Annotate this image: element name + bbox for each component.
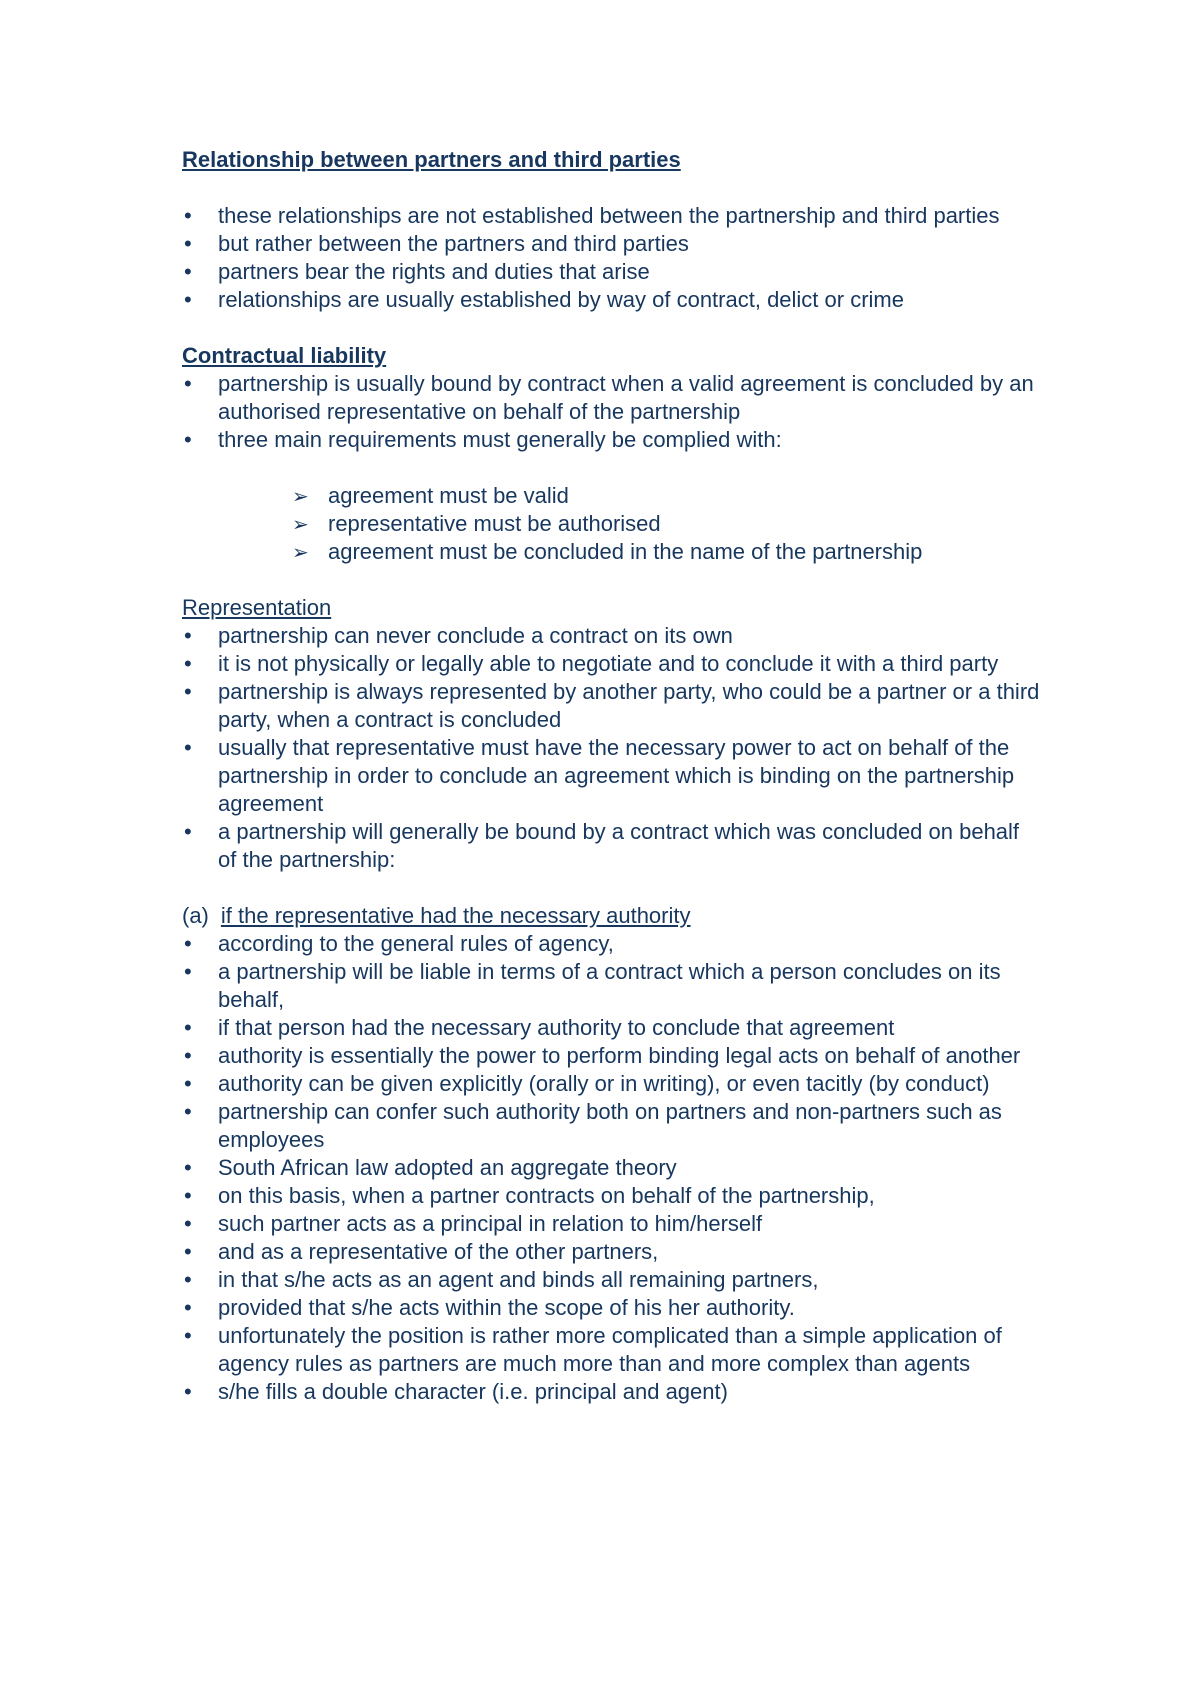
list-item-text: a partnership will be liable in terms of a contract which a person concludes on its behalf, <box>218 959 1001 1012</box>
list-item-text: three main requirements must generally be complied with: <box>218 427 782 452</box>
list-item-text: on this basis, when a partner contracts on behalf of the partnership, <box>218 1183 875 1208</box>
list-item-text: relationships are usually established by way of contract, delict or crime <box>218 287 904 312</box>
list-item-text: in that s/he acts as an agent and binds all remaining partners, <box>218 1267 819 1292</box>
bullet-icon: • <box>184 1183 192 1208</box>
list-item <box>182 734 1042 818</box>
list-item-text: partnership can never conclude a contract on its own <box>218 623 733 648</box>
list-item <box>182 1378 1042 1406</box>
list-item-text: if that person had the necessary authority to conclude that agreement <box>218 1015 895 1040</box>
list-item <box>182 202 1042 230</box>
bullet-icon: • <box>184 1295 192 1320</box>
list-item-text: South African law adopted an aggregate theory <box>218 1155 677 1180</box>
list-item <box>182 1014 1042 1042</box>
bullet-icon: • <box>184 231 192 256</box>
section-heading-representation: Representation <box>182 595 332 620</box>
list-item-text: partnership is usually bound by contract when a valid agreement is concluded by an authorised representative on behalf of the partnership <box>218 371 1034 424</box>
section-heading-relationship: Relationship between partners and third parties <box>182 147 681 172</box>
list-item <box>182 678 1042 734</box>
list-item <box>182 1042 1042 1070</box>
bullet-icon: • <box>184 1043 192 1068</box>
list-item <box>182 1070 1042 1098</box>
arrow-bullet-icon: ➢ <box>292 484 309 508</box>
contractual-bullet-list <box>182 370 1042 454</box>
authority-bullet-list <box>182 930 1042 1406</box>
list-item-text: a partnership will generally be bound by a contract which was concluded on behalf of the partnership: <box>218 819 1020 872</box>
list-item-text: but rather between the partners and third parties <box>218 231 689 256</box>
subsection-title: if the representative had the necessary authority <box>220 903 691 928</box>
document-body <box>182 146 1042 1406</box>
bullet-icon: • <box>184 371 192 396</box>
section-heading-contractual-liability: Contractual liability <box>182 343 387 368</box>
list-item <box>182 818 1042 874</box>
list-item <box>182 1294 1042 1322</box>
list-item-text: it is not physically or legally able to negotiate and to conclude it with a third party <box>218 651 999 676</box>
bullet-icon: • <box>184 287 192 312</box>
requirements-list <box>182 482 1042 566</box>
subsection-heading-authority <box>182 902 1042 930</box>
list-item-text: these relationships are not established between the partnership and third parties <box>218 203 1000 228</box>
list-item <box>182 1098 1042 1154</box>
bullet-icon: • <box>184 1239 192 1264</box>
bullet-icon: • <box>184 1099 192 1124</box>
list-item <box>182 258 1042 286</box>
list-item <box>292 510 1042 538</box>
list-item <box>182 1266 1042 1294</box>
list-item-text: according to the general rules of agency, <box>218 931 614 956</box>
bullet-icon: • <box>184 1323 192 1348</box>
bullet-icon: • <box>184 931 192 956</box>
list-item-text: authority can be given explicitly (orally or in writing), or even tacitly (by conduct) <box>218 1071 990 1096</box>
bullet-icon: • <box>184 427 192 452</box>
list-item-text: such partner acts as a principal in relation to him/herself <box>218 1211 763 1236</box>
list-item-text: partnership is always represented by another party, who could be a partner or a third party, when a contract is concluded <box>218 679 1040 732</box>
list-item-text: partners bear the rights and duties that arise <box>218 259 650 284</box>
bullet-icon: • <box>184 735 192 760</box>
list-item <box>182 1210 1042 1238</box>
arrow-bullet-icon: ➢ <box>292 512 309 536</box>
list-item-text: partnership can confer such authority both on partners and non-partners such as employees <box>218 1099 1002 1152</box>
bullet-icon: • <box>184 1267 192 1292</box>
list-item-text: provided that s/he acts within the scope of his her authority. <box>218 1295 795 1320</box>
list-item <box>182 650 1042 678</box>
bullet-icon: • <box>184 679 192 704</box>
bullet-icon: • <box>184 819 192 844</box>
list-item <box>182 370 1042 426</box>
list-item-text: representative must be authorised <box>328 511 661 536</box>
bullet-icon: • <box>184 203 192 228</box>
list-item <box>182 1154 1042 1182</box>
bullet-icon: • <box>184 1015 192 1040</box>
list-item-text: agreement must be valid <box>328 483 569 508</box>
subsection-label: (a) <box>182 903 209 928</box>
representation-bullet-list <box>182 622 1042 874</box>
bullet-icon: • <box>184 959 192 984</box>
list-item <box>182 1182 1042 1210</box>
bullet-icon: • <box>184 623 192 648</box>
list-item <box>292 538 1042 566</box>
arrow-bullet-icon: ➢ <box>292 540 309 564</box>
list-item <box>182 286 1042 314</box>
list-item <box>182 930 1042 958</box>
relationship-bullet-list <box>182 202 1042 314</box>
list-item <box>182 1322 1042 1378</box>
list-item-text: and as a representative of the other partners, <box>218 1239 659 1264</box>
list-item-text: unfortunately the position is rather more complicated than a simple application of agency rules as partners are much more than and more complex than agents <box>218 1323 1002 1376</box>
list-item <box>182 426 1042 454</box>
bullet-icon: • <box>184 1379 192 1404</box>
list-item <box>182 1238 1042 1266</box>
list-item <box>182 230 1042 258</box>
list-item-text: agreement must be concluded in the name of the partnership <box>328 539 923 564</box>
bullet-icon: • <box>184 1071 192 1096</box>
bullet-icon: • <box>184 651 192 676</box>
list-item-text: authority is essentially the power to perform binding legal acts on behalf of another <box>218 1043 1021 1068</box>
list-item <box>182 622 1042 650</box>
list-item-text: usually that representative must have the necessary power to act on behalf of the partnership in order to conclude an agreement which is binding on the partnership agreement <box>218 735 1015 816</box>
list-item <box>292 482 1042 510</box>
bullet-icon: • <box>184 1155 192 1180</box>
list-item <box>182 958 1042 1014</box>
bullet-icon: • <box>184 1211 192 1236</box>
bullet-icon: • <box>184 259 192 284</box>
list-item-text: s/he fills a double character (i.e. principal and agent) <box>218 1379 728 1404</box>
